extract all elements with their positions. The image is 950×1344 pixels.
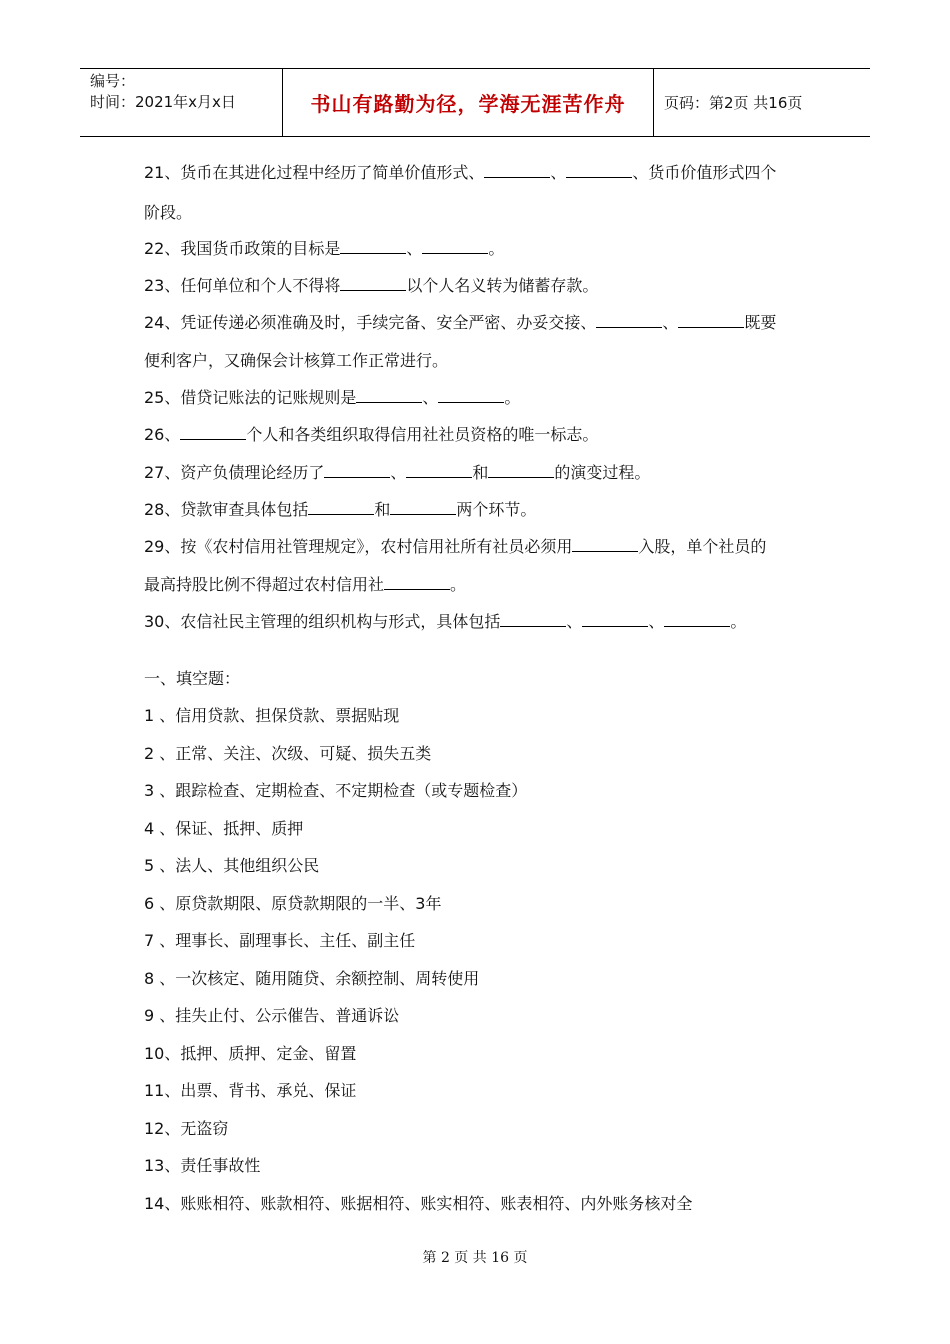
answer-item: 3 、跟踪检查、定期检查、不定期检查（或专题检查） (144, 781, 528, 800)
question-text: 货币在其进化过程中经历了简单价值形式、 (180, 163, 485, 182)
question-number: 27、 (144, 463, 181, 482)
answer-item: 2 、正常、关注、次级、可疑、损失五类 (144, 743, 432, 763)
answer-blank (390, 500, 456, 515)
question-text: 以个人名义转为储蓄存款。 (406, 276, 599, 295)
answer-blank (324, 463, 390, 478)
question-text: 任何单位和个人不得将 (180, 276, 341, 295)
question-text: 最高持股比例不得超过农村信用社 (144, 575, 385, 594)
question-text: 两个环节。 (456, 500, 537, 519)
motto: 书山有路勤为径，学海无涯苦作舟 (310, 92, 626, 116)
question-continuation (144, 572, 466, 595)
page-footer: 第 2 页 共 16 页 (422, 1250, 528, 1266)
header-motto-cell (283, 69, 654, 136)
header-right-cell (654, 69, 870, 136)
question-text: 凭证传递必须准确及时，手续完备、安全严密、办妥交接、 (180, 313, 597, 332)
question-text: 入股，单个社员的 (638, 537, 767, 556)
answer-item: 5 、法人、其他组织公民 (144, 856, 320, 875)
question-line (144, 609, 746, 632)
question-line (144, 385, 520, 408)
answer-item: 12、无盗窃 (144, 1118, 229, 1138)
question-number: 23、 (144, 276, 181, 295)
answer-blank (180, 425, 246, 440)
question-text: 。 (450, 575, 467, 594)
question-text: 、 (550, 163, 567, 182)
time-label: 时间：2021年x月x日 (90, 93, 236, 111)
question-text: 个人和各类组织取得信用社社员资格的唯一标志。 (246, 425, 599, 444)
answer-blank (340, 276, 406, 291)
answer-blank (488, 463, 554, 478)
question-continuation (144, 348, 448, 371)
question-number: 22、 (144, 239, 181, 258)
answer-item: 7 、理事长、副理事长、主任、副主任 (144, 931, 416, 950)
question-text: 、 (406, 239, 423, 258)
question-text: 借贷记账法的记账规则是 (180, 388, 357, 407)
question-continuation (144, 200, 192, 223)
question-text: 、 (566, 612, 583, 631)
page-indicator: 页码：第2页 共16页 (664, 94, 803, 112)
question-text: 、 (390, 463, 407, 482)
question-line (144, 497, 536, 520)
question-number: 21、 (144, 163, 181, 182)
question-text: 阶段。 (144, 203, 193, 222)
question-text: 、 (662, 313, 679, 332)
question-text: 、 (648, 612, 665, 631)
question-text: 资产负债理论经历了 (180, 463, 325, 482)
answer-item: 4 、保证、抵押、质押 (144, 818, 304, 838)
question-line (144, 236, 504, 259)
question-line (144, 310, 776, 333)
question-text: 我国货币政策的目标是 (180, 239, 341, 258)
answer-blank (406, 463, 472, 478)
question-text: 既要 (744, 313, 777, 332)
answer-item: 9 、挂失止付、公示催告、普通诉讼 (144, 1006, 400, 1025)
answer-blank (572, 537, 638, 552)
question-text: 。 (504, 388, 521, 407)
question-text: 。 (488, 239, 505, 258)
answer-item: 6 、原贷款期限、原贷款期限的一半、3年 (144, 893, 442, 913)
question-text: 便利客户，又确保会计核算工作正常进行。 (144, 351, 449, 370)
question-text: 的演变过程。 (554, 463, 651, 482)
question-number: 30、 (144, 612, 181, 631)
question-text: 农信社民主管理的组织机构与形式，具体包括 (180, 612, 501, 631)
question-line (144, 422, 598, 445)
question-text: 和 (472, 463, 489, 482)
number-label: 编号： (90, 72, 136, 90)
page-header (80, 68, 870, 137)
answer-blank (566, 163, 632, 178)
answer-blank (678, 313, 744, 328)
question-text: 。 (730, 612, 747, 631)
answer-item: 14、账账相符、账款相符、账据相符、账实相符、账表相符、内外账务核对全 (144, 1193, 693, 1213)
answer-blank (384, 575, 450, 590)
question-line (144, 534, 766, 557)
answer-item: 11、出票、背书、承兑、保证 (144, 1081, 357, 1100)
answer-blank (484, 163, 550, 178)
answers-section-title: 一、填空题： (144, 669, 241, 688)
answer-blank (308, 500, 374, 515)
question-line (144, 273, 598, 296)
question-line (144, 460, 650, 483)
answer-blank (500, 612, 566, 627)
answer-blank (356, 388, 422, 403)
question-text: 、货币价值形式四个 (632, 163, 777, 182)
answer-blank (438, 388, 504, 403)
question-number: 26、 (144, 425, 181, 444)
answer-blank (664, 612, 730, 627)
question-number: 28、 (144, 500, 181, 519)
question-line (144, 160, 776, 183)
answer-item: 8 、一次核定、随用随贷、余额控制、周转使用 (144, 968, 480, 988)
question-text: 、 (422, 388, 439, 407)
answer-item: 10、抵押、质押、定金、留置 (144, 1043, 357, 1063)
answer-item: 1 、信用贷款、担保贷款、票据贴现 (144, 706, 400, 725)
question-text: 和 (374, 500, 391, 519)
answer-item: 13、责任事故性 (144, 1156, 261, 1175)
answer-blank (422, 239, 488, 254)
question-number: 29、 (144, 537, 181, 556)
question-number: 25、 (144, 388, 181, 407)
answer-blank (340, 239, 406, 254)
question-text: 按《农村信用社管理规定》，农村信用社所有社员必须用 (180, 537, 573, 556)
answer-blank (596, 313, 662, 328)
question-text: 贷款审查具体包括 (180, 500, 309, 519)
answer-blank (582, 612, 648, 627)
header-left-cell (80, 69, 283, 136)
question-number: 24、 (144, 313, 181, 332)
